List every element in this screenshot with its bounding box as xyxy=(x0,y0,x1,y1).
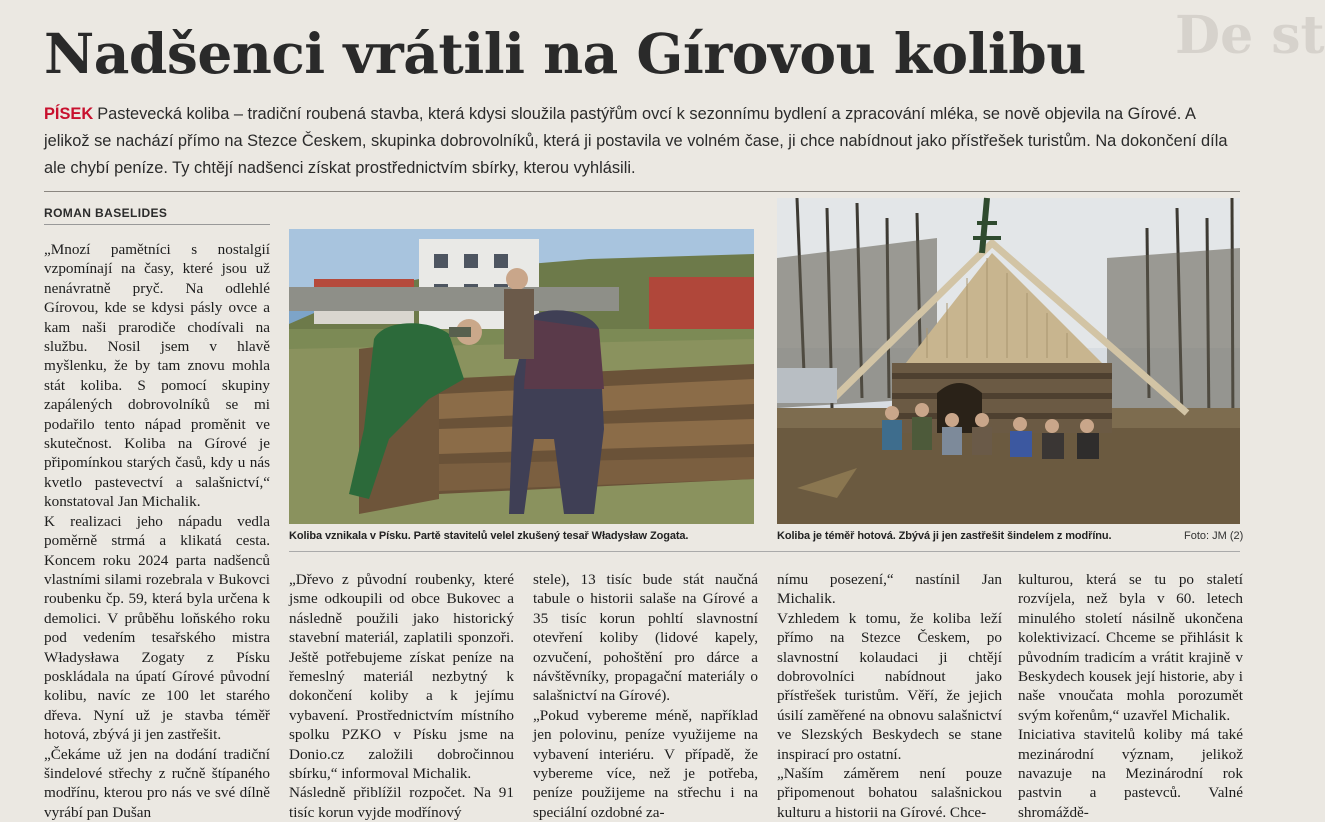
lede-paragraph xyxy=(44,101,1240,182)
photo-finished-hut xyxy=(777,198,1240,524)
hut-photo-illustration xyxy=(777,198,1240,524)
text-column-5: kulturou, která se tu po staletí rozvíjela, než byla v 60. letech minulého století násilně ukončena kolektivizací. Chceme se přihlásit k původním tradicím a vrátit krajině v Beskydech kousek její historie, aby i naše vnoučata mohla porozumět svým kořenům,“ uzavřel Michalik. Iniciativa stavitelů koliby má také mezinárodní význam, jelikož navazuje na Mezinárodní rok pastvin a pastevců. Valné shromáždě- xyxy=(1018,571,1243,821)
headline: Nadšenci vrátili na Gírovou kolibu xyxy=(44,21,1086,86)
lede-text: Pastevecká koliba – tradiční roubená stavba, která kdysi sloužila pastýřům ovcí k sezonnímu bydlení a zpracování mléka, se nově objevila na Gírové. A jelikož se nachází přímo na Stezce Českem, skupinka dobrovolníků, která ji postavila ve volném čase, ji chce nabídnout jako přístřešek turistům. Na dokončení díla ale chybí peníze. Ty chtějí nadšenci získat prostřednictvím sbírky, kterou vyhlásili. xyxy=(44,105,1228,177)
photo-credit: Foto: JM (2) xyxy=(1184,530,1244,542)
adjacent-article-bleed: De st xyxy=(1175,5,1325,66)
byline: ROMAN BASELIDES xyxy=(44,206,168,220)
text-column-4: nímu posezení,“ nastínil Jan Michalik. Vzhledem k tomu, že koliba leží přímo na Stezce Českem, po slavnostní kolaudaci ji chtějí dobrovolníci nabídnout jako přístřešek turistům. Věří, že jejich úsilí zaměřené na obnovu salašnictví ve Slezských Beskydech se stane inspirací pro ostatní. „Naším záměrem není pouze připomenout bohatou salašnickou kulturu a historii na Gírové. Chce- xyxy=(777,571,1002,821)
photo-caption-1: Koliba vznikala v Písku. Partě stavitelů velel zkušený tesař Władysław Zogata. xyxy=(289,530,689,542)
photo-construction xyxy=(289,229,754,524)
construction-photo-illustration xyxy=(289,229,754,524)
lede-divider xyxy=(44,191,1240,192)
text-column-1: „Mnozí pamětníci s nostalgií vzpomínají na časy, které jsou už nenávratně pryč. Na odlehlé Gírovou, kde se kdysi pásly ovce a kam naši prarodiče chodívali na službu. Nosil jsem v hlavě myšlenku, že by tam znovu mohla stát koliba. S pomocí skupiny zapálených dobrovolníků se mi podařilo tento nápad proměnit ve skutečnost. Koliba na Gírové je připomínkou starých časů, kdy u nás kvetlo pastevectví a salašnictví,“ konstatoval Jan Michalik. K realizaci jeho nápadu vedla poměrně strmá a klikatá cesta. Koncem roku 2024 parta nadšenců vlastními silami rozebrala v Bukovci roubenku čp. 59, která byla určena k demolici. V průběhu loňského roku pod vedením tesařského mistra Władysława Zogaty z Písku poskládala na úpatí Gírové původní kolibu, navíc ze 100 let starého dřeva. Nyní už je stavba téměř hotová, zbývá ji jen zastřešit. „Čekáme už jen na dodání tradiční šindelové střechy z ručně štípaného modřínu, kterou pro nás ve své dílně vyrábí pan Dušan xyxy=(44,241,270,821)
photo-caption-2: Koliba je téměř hotová. Zbývá ji jen zastřešit šindelem z modřínu. xyxy=(777,530,1112,542)
text-column-2: „Dřevo z původní roubenky, které jsme odkoupili od obce Bukovec a následně použili jako historický stavební materiál, zaplatili sponzoři. Ještě potřebujeme získat peníze na řemeslný materiál nezbytný k dokončení koliby a k jejímu vybavení. Prostřednictvím místního spolku PZKO v Písku jsme na Donio.cz založili dobročinnou sbírku,“ informoval Michalik. Následně přiblížil rozpočet. Na 91 tisíc korun vyjde modřínový xyxy=(289,571,514,821)
caption-divider xyxy=(289,551,1240,552)
location-tag: PÍSEK xyxy=(44,105,94,123)
text-column-3: stele), 13 tisíc bude stát naučná tabule o historii salaše na Gírové a 35 tisíc korun pohltí slavnostní otevření koliby (lidové kapely, ozvučení, pohoštění pro dárce a návštěvníky, propagační materiály o salašnictví na Gírové). „Pokud vybereme méně, například jen polovinu, peníze využijeme na vybavení interiéru. V případě, že vybereme více, než je potřeba, peníze použijeme na střechu i na speciální ozdobné za- xyxy=(533,571,758,821)
byline-divider xyxy=(44,224,270,225)
